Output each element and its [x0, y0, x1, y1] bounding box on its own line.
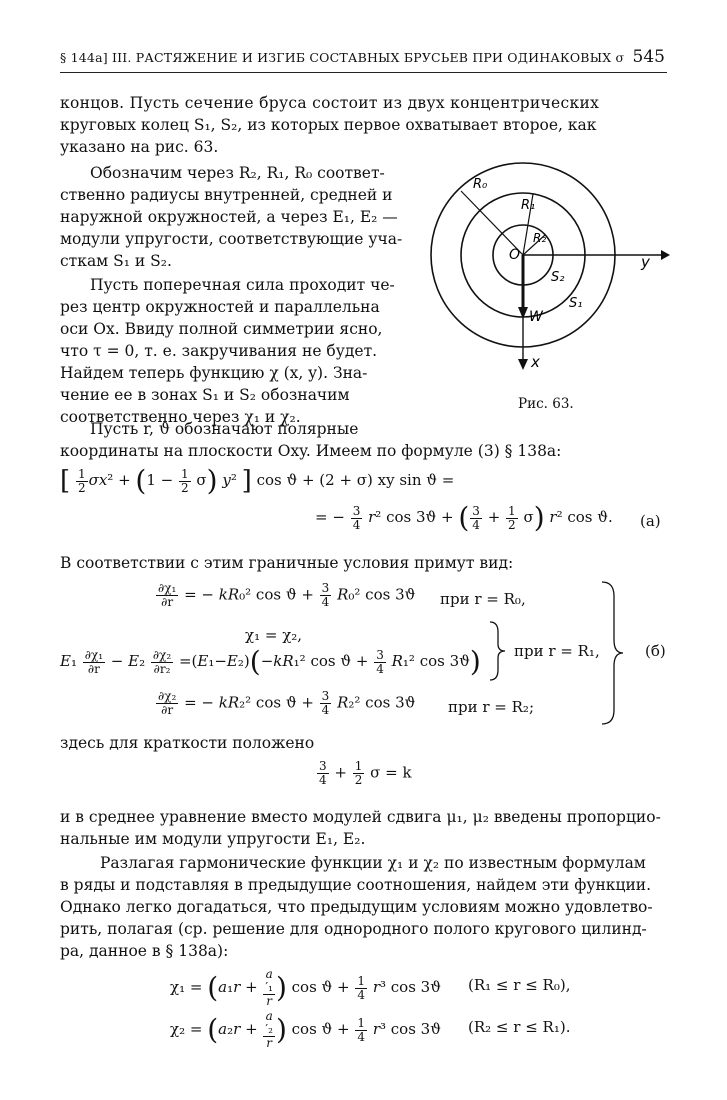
inner-brace — [488, 620, 508, 682]
text-line: оси Ox. Ввиду полной симметрии ясно, — [60, 320, 383, 338]
label-x: x — [531, 353, 540, 371]
text-line: сткам S₁ и S₂. — [60, 252, 172, 270]
equation-b-line3: E₁ $\frac{\text{∂χ₁}}{\partial r}$ − E₂ $\frac{\text{∂χ₂}}{\text{∂r₂}}$ =(E₁−E₂)(−kR₁² cos ϑ + $\frac{3}{4}$ R₁² cos 3ϑ) — [60, 645, 481, 678]
text-line: Найдем теперь функцию χ (x, y). Зна- — [60, 364, 368, 382]
text-line: соответственно через χ₁ и χ₂. — [60, 408, 301, 426]
figure-63 — [425, 155, 670, 375]
label-r1: R₁ — [521, 198, 536, 213]
header-section-title: § 144а] III. РАСТЯЖЕНИЕ И ИЗГИБ СОСТАВНЫХ БРУСЬЕВ ПРИ ОДИНАКОВЫХ σ — [60, 50, 625, 65]
text-line: модули упругости, соответствующие уча- — [60, 230, 403, 248]
page-number: 545 — [632, 47, 665, 67]
text-line: координаты на плоскости Oxy. Имеем по формуле (3) § 138а: — [60, 442, 562, 460]
label-w: W — [529, 309, 543, 325]
equation-chi2: χ₂ = (a₂r + a ′₂ r ) cos ϑ + $\frac{1}{4}$ r³ cos 3ϑ — [170, 1009, 441, 1050]
text-line: рез центр окружностей и параллельна — [60, 298, 380, 316]
equation-b-cond-r0: при r = R₀, — [440, 590, 526, 608]
equation-b-line1: $\frac{\text{∂χ₁}}{\partial r}$ = − kR₀² cos ϑ + $\frac{3}{4}$ R₀² cos 3ϑ — [158, 581, 416, 609]
text-line: Пусть r, ϑ обозначают полярные — [90, 420, 359, 438]
equation-a-line1: [ $\frac{1}{2}$ σx² + (1 − $\frac{1}{2}$ σ) y² ] cos ϑ + (2 + σ) xy sin ϑ = — [60, 464, 455, 497]
text-line: в ряды и подставляя в предыдущие соотношения, найдем эти функции. — [60, 876, 652, 894]
label-origin: O — [509, 247, 521, 263]
equation-chi2-range: (R₂ ≤ r ≤ R₁). — [468, 1018, 571, 1036]
text-line: концов. Пусть сечение бруса состоит из двух концентрических — [60, 94, 600, 112]
text-line: ра, данное в § 138а): — [60, 942, 229, 960]
equation-b-cond-r1: при r = R₁, — [514, 642, 600, 660]
text-line: Обозначим через R₂, R₁, R₀ соответ- — [90, 164, 385, 182]
text-line: В соответствии с этим граничные условия примут вид: — [60, 554, 514, 572]
equation-b-continuity: χ₁ = χ₂, — [245, 626, 303, 644]
text-line: Разлагая гармонические функции χ₁ и χ₂ по известным формулам — [100, 854, 646, 872]
equation-a-tag: (а) — [640, 512, 661, 530]
label-y: y — [641, 253, 650, 271]
x-arrowhead — [518, 359, 528, 370]
outer-brace — [600, 580, 626, 726]
equation-b-tag: (б) — [645, 642, 666, 660]
text-line: круговых колец S₁, S₂, из которых первое охватывает второе, как — [60, 116, 597, 134]
label-s2: S₂ — [551, 270, 565, 285]
equation-chi1: χ₁ = (a₁r + a ′₁ r ) cos ϑ + $\frac{1}{4}$ r³ cos 3ϑ — [170, 967, 441, 1008]
text-line: и в среднее уравнение вместо модулей сдвига μ₁, μ₂ введены пропорцио- — [60, 808, 661, 826]
equation-b-line4: $\frac{\text{∂χ₂}}{\partial r}$ = − kR₂² cos ϑ + $\frac{3}{4}$ R₂² cos 3ϑ — [158, 689, 416, 717]
equation-k-definition: $\frac{3}{4}$ + $\frac{1}{2}$ σ = k — [319, 759, 412, 787]
text-line: указано на рис. 63. — [60, 138, 219, 156]
label-s1: S₁ — [569, 296, 583, 311]
y-arrowhead — [661, 250, 670, 260]
text-line: ственно радиусы внутренней, средней и — [60, 186, 393, 204]
equation-chi1-range: (R₁ ≤ r ≤ R₀), — [468, 976, 571, 994]
text-line: наружной окружностей, а через E₁, E₂ — — [60, 208, 398, 226]
running-header — [60, 47, 667, 73]
text-line: здесь для краткости положено — [60, 734, 315, 752]
label-r0: R₀ — [473, 177, 488, 192]
equation-a-tail: cos ϑ + (2 + σ) xy sin ϑ = — [256, 471, 455, 489]
text-line: Пусть поперечная сила проходит че- — [90, 276, 395, 294]
equation-b-cond-r2: при r = R₂; — [448, 698, 535, 716]
text-line: нальные им модули упругости E₁, E₂. — [60, 830, 366, 848]
text-line: рить, полагая (ср. решение для однородного полого кругового цилинд- — [60, 920, 647, 938]
text-line: чение ее в зонах S₁ и S₂ обозначим — [60, 386, 350, 404]
text-line: что τ = 0, т. е. закручивания не будет. — [60, 342, 378, 360]
equation-a-line2: = − $\frac{3}{4}$ r² cos 3ϑ + ( $\frac{3}{4}$ + $\frac{1}{2}$ σ) r² cos ϑ. — [315, 501, 613, 534]
label-r2: R₂ — [533, 231, 547, 245]
figure-caption: Рис. 63. — [518, 396, 574, 412]
equation-k-tail: σ = k — [370, 763, 412, 782]
text-line: Однако легко догадаться, что предыдущим условиям можно удовлетво- — [60, 898, 653, 916]
